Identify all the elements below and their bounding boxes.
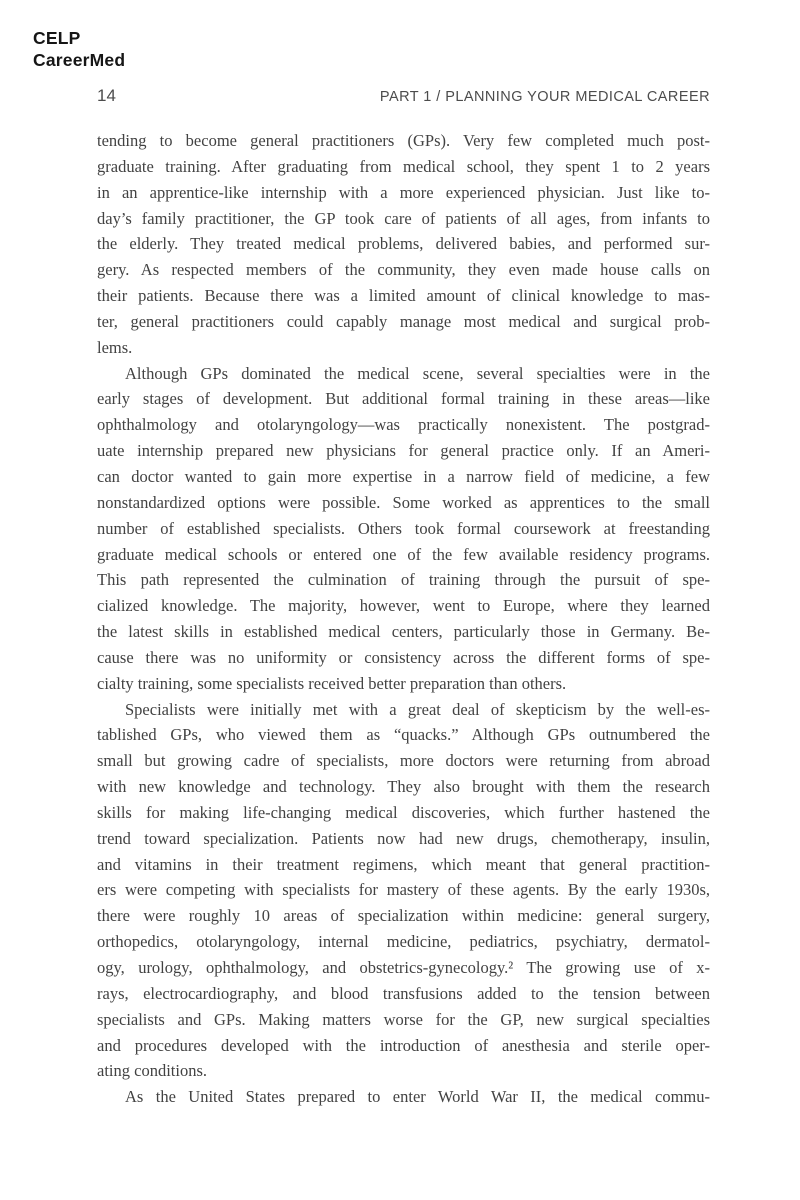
page-body: [97, 128, 710, 1110]
text-line: the elderly. They treated medical problems, delivered babies, and performed sur-: [97, 234, 710, 254]
running-header: [97, 86, 710, 106]
text-line: ogy, urology, ophthalmology, and obstetrics-gynecology.² The growing use of x-: [97, 958, 710, 977]
text-line: can doctor wanted to gain more expertise in a narrow field of medicine, a few: [97, 466, 710, 486]
text-line: cialty training, some specialists received better preparation than others.: [97, 673, 567, 693]
text-line: with new knowledge and technology. They also brought with them the research: [97, 777, 710, 797]
text-line: and procedures developed with the introduction of anesthesia and sterile oper-: [97, 1035, 710, 1055]
text-line: rays, electrocardiography, and blood transfusions added to the tension between: [97, 983, 710, 1003]
text-line: their patients. Because there was a limited amount of clinical knowledge to mas-: [97, 286, 710, 306]
paragraph: [97, 1084, 710, 1110]
text-line: ter, general practitioners could capably manage most medical and surgical prob-: [97, 311, 710, 331]
text-line: Although GPs dominated the medical scene, several specialties were in the: [125, 363, 710, 383]
paragraph: [97, 697, 710, 1085]
text-line: and vitamins in their treatment regimens, which meant that general practition-: [97, 854, 710, 874]
text-line: lems.: [97, 337, 133, 357]
text-line: cause there was no uniformity or consistency across the different forms of spe-: [97, 647, 710, 667]
text-line: early stages of development. But additional formal training in these areas—like: [97, 389, 710, 409]
text-line: there were roughly 10 areas of specialization within medicine: general surgery,: [97, 906, 710, 926]
text-line: gery. As respected members of the community, they even made house calls on: [97, 260, 710, 280]
text-line: day’s family practitioner, the GP took care of patients of all ages, from infants to: [97, 208, 710, 228]
text-line: graduate training. After graduating from medical school, they spent 1 to 2 years: [97, 156, 710, 176]
text-line: As the United States prepared to enter World War II, the medical commu-: [125, 1087, 710, 1107]
paragraph: [97, 128, 710, 361]
text-line: This path represented the culmination of training through the pursuit of spe-: [97, 570, 710, 590]
paragraph: [97, 361, 710, 697]
text-line: orthopedics, otolaryngology, internal medicine, pediatrics, psychiatry, dermatol-: [97, 932, 710, 952]
text-line: trend toward specialization. Patients now had new drugs, chemotherapy, insulin,: [97, 828, 710, 848]
brand-logo: [33, 27, 125, 71]
text-line: number of established specialists. Others took formal coursework at freestanding: [97, 518, 710, 538]
text-line: cialized knowledge. The majority, however, went to Europe, where they learned: [97, 596, 710, 616]
text-line: small but growing cadre of specialists, more doctors were returning from abroad: [97, 751, 710, 771]
text-line: nonstandardized options were possible. Some worked as apprentices to the small: [97, 492, 710, 512]
page-number: 14: [97, 86, 116, 105]
text-line: specialists and GPs. Making matters worse for the GP, new surgical specialties: [97, 1009, 710, 1029]
text-line: in an apprentice-like internship with a more experienced physician. Just like to-: [97, 182, 710, 202]
text-line: Specialists were initially met with a great deal of skepticism by the well-es-: [125, 699, 710, 719]
text-line: uate internship prepared new physicians for general practice only. If an Ameri-: [97, 441, 710, 461]
running-head-title: PART 1 / PLANNING YOUR MEDICAL CAREER: [379, 89, 710, 105]
text-line: the latest skills in established medical centers, particularly those in Germany. Be-: [97, 622, 710, 642]
brand-line-2: CareerMed: [33, 50, 126, 70]
text-line: graduate medical schools or entered one of the few available residency programs.: [97, 544, 710, 564]
text-line: ophthalmology and otolaryngology—was practically nonexistent. The postgrad-: [97, 415, 710, 435]
text-line: skills for making life-changing medical discoveries, which further hastened the: [97, 802, 710, 822]
text-line: ating conditions.: [97, 1061, 207, 1081]
text-line: ers were competing with specialists for mastery of these agents. By the early 1930s,: [97, 880, 710, 900]
brand-line-1: CELP: [33, 28, 81, 48]
text-line: tending to become general practitioners (GPs). Very few completed much post-: [97, 131, 710, 150]
text-line: tablished GPs, who viewed them as “quacks.” Although GPs outnumbered the: [97, 725, 710, 745]
